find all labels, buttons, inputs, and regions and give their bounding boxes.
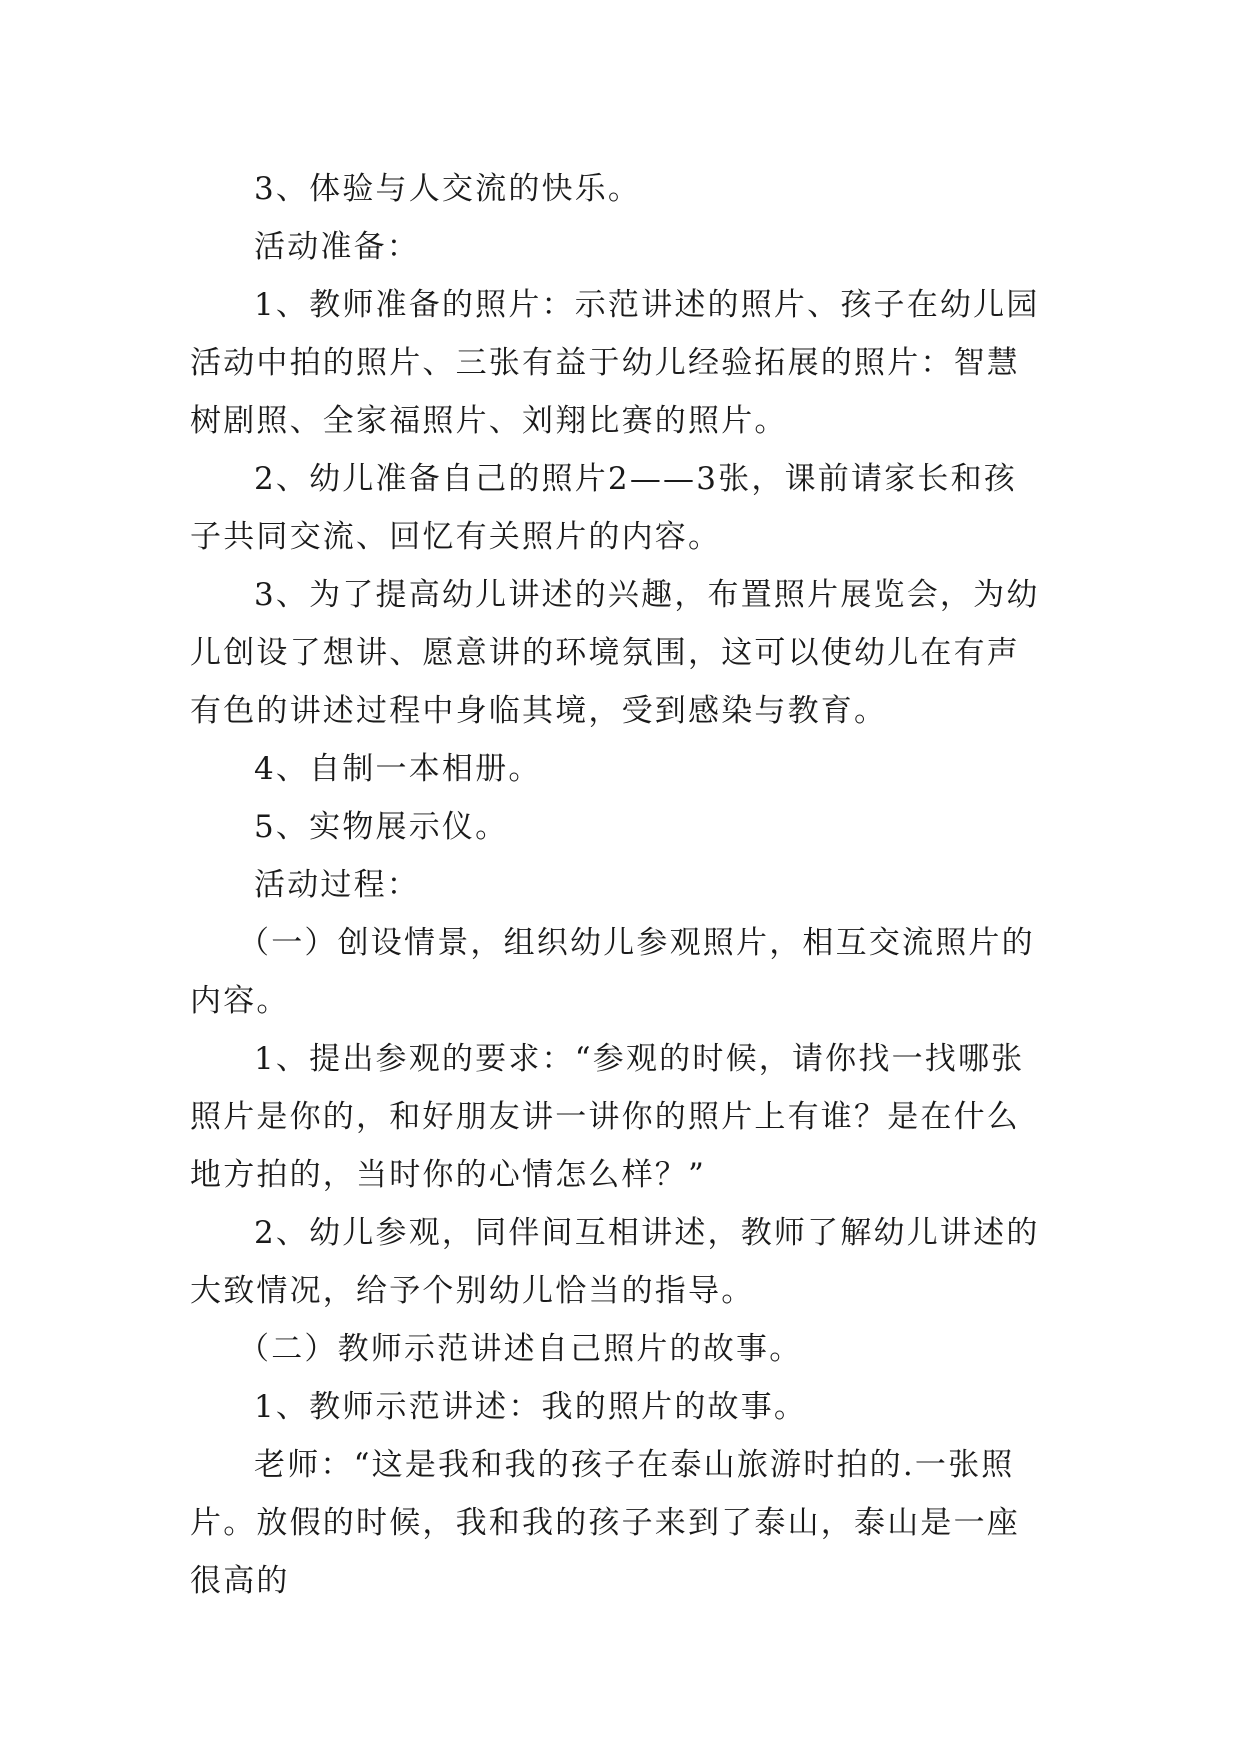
paragraph-12: （二）教师示范讲述自己照片的故事。 [238,1331,803,1367]
paragraph-4: 2、幼儿准备自己的照片2——3张，课前请家长和孩子共同交流、回忆有关照片的内容。 [190,461,1017,555]
paragraph-5: 3、为了提高幼儿讲述的兴趣，布置照片展览会，为幼儿创设了想讲、愿意讲的环境氛围，这可以使幼儿在有声有色的讲述过程中身临其境，受到感染与教育。 [190,577,1040,729]
paragraph-1: 3、体验与人交流的快乐。 [254,171,642,207]
paragraph-3: 1、教师准备的照片：示范讲述的照片、孩子在幼儿园活动中拍的照片、三张有益于幼儿经验拓展的照片：智慧树剧照、全家福照片、刘翔比赛的照片。 [190,287,1040,439]
paragraph-13: 1、教师示范讲述：我的照片的故事。 [254,1389,808,1425]
paragraph-14: 老师：“这是我和我的孩子在泰山旅游时拍的.一张照片。放假的时候，我和我的孩子来到了泰山，泰山是一座很高的 [190,1447,1020,1599]
paragraph-7: 5、实物展示仪。 [254,809,509,845]
document-page [190,160,1050,1610]
paragraph-8: 活动过程： [254,867,420,903]
paragraph-6: 4、自制一本相册。 [254,751,542,787]
paragraph-9: （一）创设情景，组织幼儿参观照片，相互交流照片的内容。 [190,925,1035,1019]
paragraph-11: 2、幼儿参观，同伴间互相讲述，教师了解幼儿讲述的大致情况，给予个别幼儿恰当的指导。 [190,1215,1040,1309]
paragraph-2: 活动准备： [254,229,420,265]
paragraph-10: 1、提出参观的要求：“参观的时候，请你找一找哪张照片是你的，和好朋友讲一讲你的照片上有谁？是在什么地方拍的，当时你的心情怎么样？” [190,1041,1025,1193]
